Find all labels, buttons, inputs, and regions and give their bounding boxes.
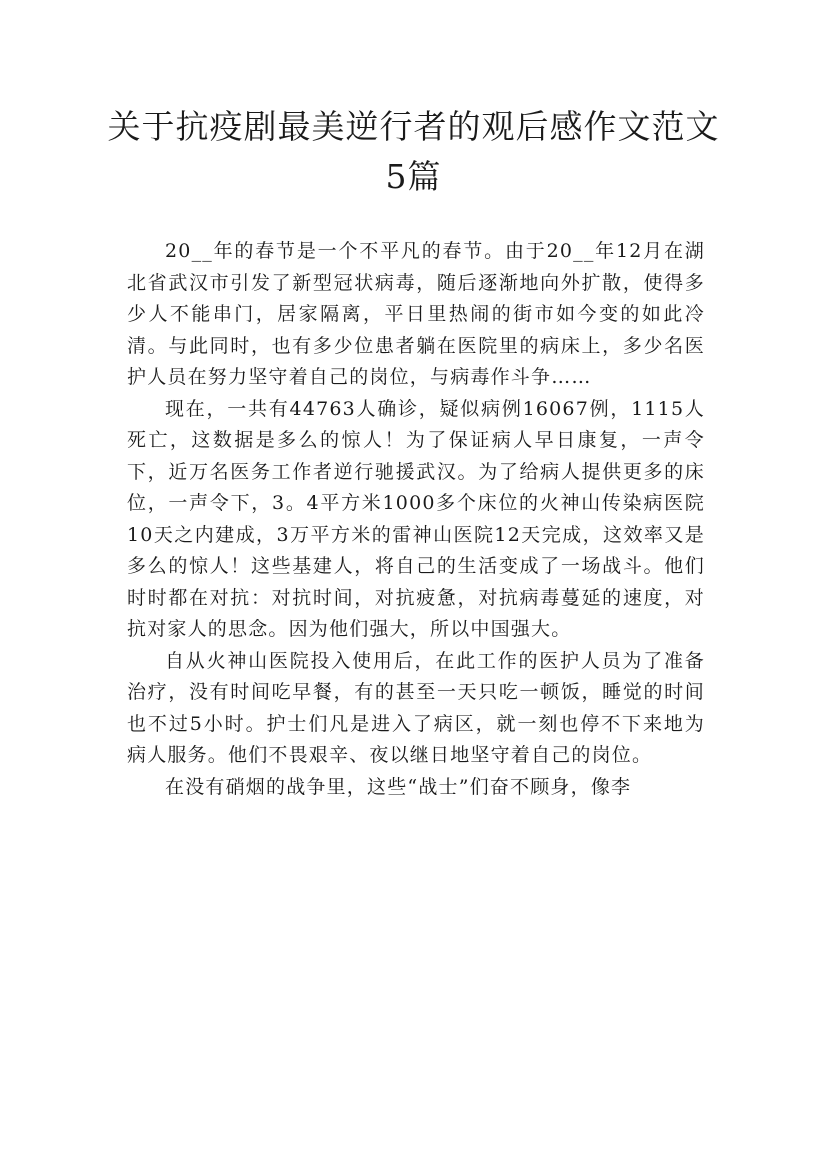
paragraph: 自从火神山医院投入使用后，在此工作的医护人员为了准备治疗，没有时间吃早餐，有的甚至一天只吃一顿饭，睡觉的时间也不过5小时。护士们凡是进入了病区，就一刻也停不下来地为病人服务。他们不畏艰辛、夜以继日地坚守着自己的岗位。 <box>127 649 705 766</box>
paragraph: 20__年的春节是一个不平凡的春节。由于20__年12月在湖北省武汉市引发了新型冠状病毒，随后逐渐地向外扩散，使得多少人不能串门，居家隔离，平日里热闹的街市如今变的如此冷清。与此同时，也有多少位患者躺在医院里的病床上，多少名医护人员在努力坚守着自己的岗位，与病毒作斗争…… <box>127 240 705 388</box>
paragraph: 现在，一共有44763人确诊，疑似病例16067例，1115人死亡，这数据是多么的惊人！为了保证病人早日康复，一声令下，近万名医务工作者逆行驰援武汉。为了给病人提供更多的床位，一声令下，3。4平方米1000多个床位的火神山传染病医院10天之内建成，3万平方米的雷神山医院12天完成，这效率又是多么的惊人！这些基建人，将自己的生活变成了一场战斗。他们时时都在对抗：对抗时间，对抗疲惫，对抗病毒蔓延的速度，对抗对家人的思念。因为他们强大，所以中国强大。 <box>127 397 705 640</box>
paragraph: 在没有硝烟的战争里，这些“战士”们奋不顾身，像李 <box>165 775 632 798</box>
title-line-2: 5篇 <box>385 157 442 196</box>
title-line-1: 关于抗疫剧最美逆行者的观后感作文范文 <box>107 107 720 146</box>
document-body <box>127 236 705 803</box>
document-title <box>100 102 727 202</box>
